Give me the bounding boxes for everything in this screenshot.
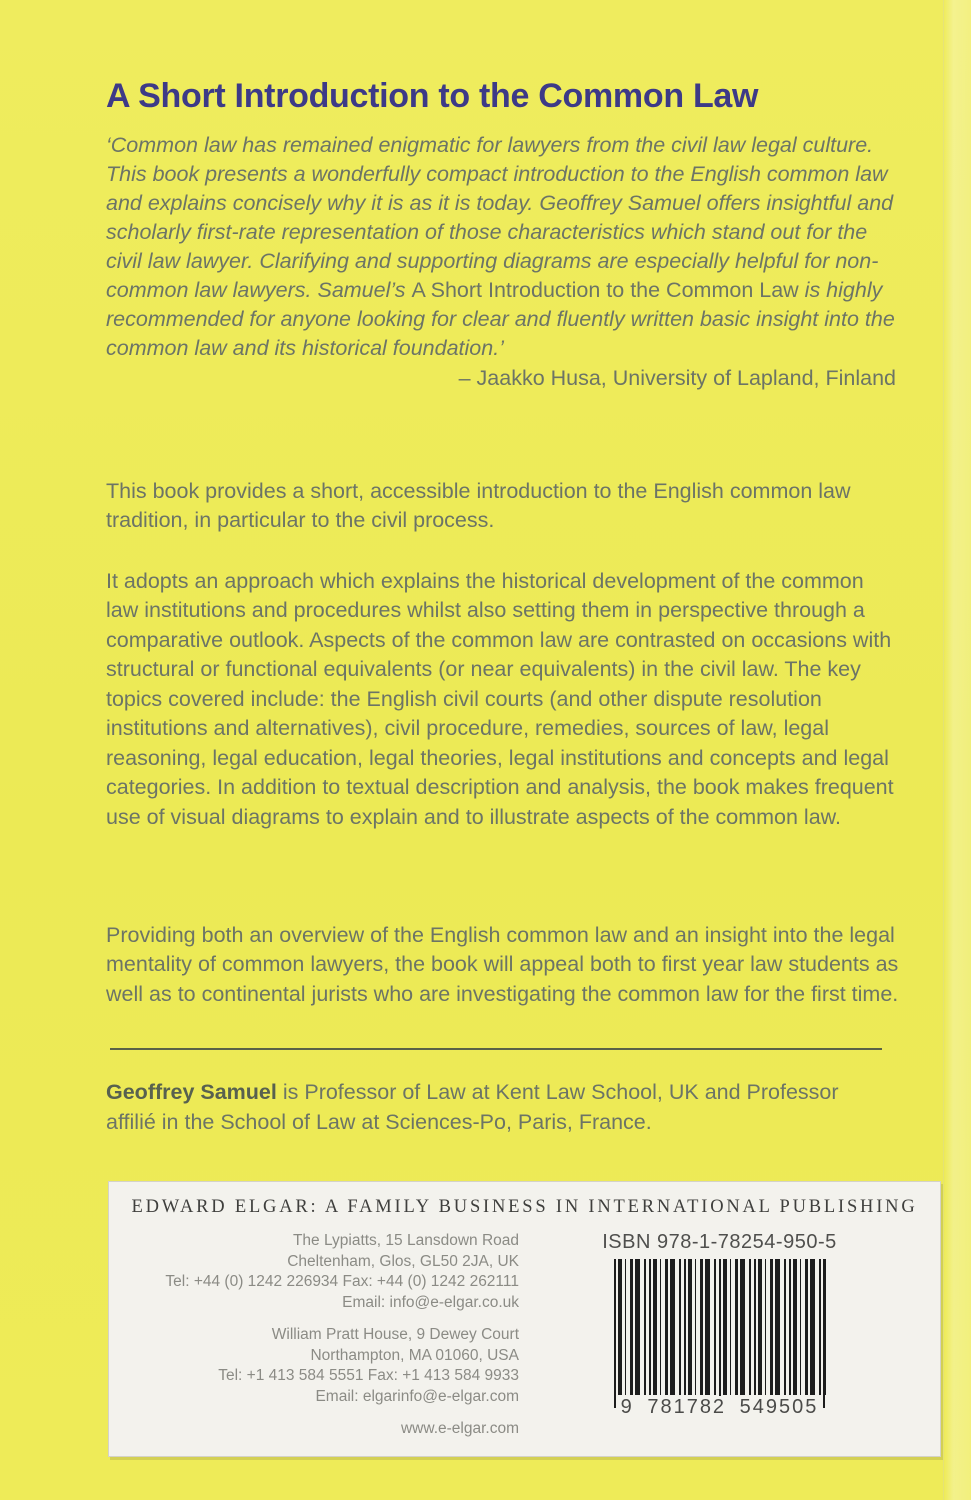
author-bio-text: is Professor of Law at Kent Law School, UK and Professor affilié in the School of Law at Sciences-Po, Paris, France. [106, 1080, 839, 1134]
description-paragraph-1: This book provides a short, accessible introduction to the English common law tradition, in particular to the civil process. [106, 478, 851, 532]
isbn-label: ISBN 978-1-78254-950-5 [602, 1231, 837, 1253]
address-line: William Pratt House, 9 Dewey Court [271, 1326, 519, 1343]
review-quote-block [106, 131, 896, 393]
barcode-guard-bar [719, 1259, 721, 1408]
publisher-info-box [108, 1181, 941, 1457]
publisher-content [109, 1231, 940, 1440]
review-quote [106, 131, 896, 363]
publisher-addresses [117, 1231, 519, 1440]
review-quote-post: is highly recommended for anyone looking for clear and fluently written basic insight into the common law and its historical foundation.’ [106, 278, 895, 360]
author-bio [106, 1077, 866, 1137]
address-line: Northampton, MA 01060, USA [310, 1346, 519, 1364]
review-attribution: – Jaakko Husa, University of Lapland, Finland [458, 366, 896, 390]
barcode-image [614, 1259, 826, 1395]
us-office-address [117, 1325, 519, 1407]
barcode-number: 9 781782 549505 [620, 1396, 819, 1418]
book-title: A Short Introduction to the Common Law [106, 76, 759, 115]
review-quote-book-title: A Short Introduction to the Common Law [411, 278, 799, 302]
address-line: Tel: +44 (0) 1242 226934 Fax: +44 (0) 1242 262111 [165, 1273, 519, 1290]
description-paragraph-3: Providing both an overview of the English common law and an insight into the legal mentality of common lawyers, the book will appeal both to first year law students as well as to continental jurists who are investigating the common law for the first time. [106, 922, 899, 1006]
address-line: The Lypiatts, 15 Lansdown Road [292, 1232, 519, 1249]
address-line: Cheltenham, Glos, GL50 2JA, UK [287, 1252, 519, 1270]
book-page-edge [943, 0, 971, 1500]
publisher-banner: EDWARD ELGAR: A FAMILY BUSINESS IN INTERNATIONAL PUBLISHING [131, 1197, 918, 1217]
author-name: Geoffrey Samuel [106, 1080, 277, 1104]
publisher-website: www.e-elgar.com [400, 1420, 519, 1437]
isbn-barcode-area [519, 1231, 920, 1440]
description-paragraph-2: It adopts an approach which explains the historical development of the common law institutions and procedures whilst also setting them in perspective through a comparative outlook. Aspects of the common law are contrasted on occasions with structural or functional equivalents (or near equivalents) in the civil law. The key topics covered include: the English civil courts (and other dispute resolution institutions and alternatives), civil procedure, remedies, sources of law, legal reasoning, legal education, legal theories, legal institutions and concepts and legal categories. In addition to textual description and analysis, the book makes frequent use of visual diagrams to explain and to illustrate aspects of the common law. [106, 568, 894, 829]
divider-rule [110, 1048, 882, 1050]
address-line: Email: info@e-elgar.co.uk [342, 1293, 519, 1311]
review-quote-pre: ‘Common law has remained enigmatic for lawyers from the civil law legal culture. This book presents a wonderfully compact introduction to the English common law and explains concisely why it is as it is today. Geoffrey Samuel offers insightful and scholarly first-rate representation of those characteristics which stand out for the civil law lawyer. Clarifying and supporting diagrams are especially helpful for non-common law lawyers. Samuel’s [106, 133, 894, 302]
address-line: Email: elgarinfo@e-elgar.com [315, 1387, 519, 1405]
uk-office-address [117, 1231, 519, 1313]
address-line: Tel: +1 413 584 5551 Fax: +1 413 584 9933 [218, 1367, 519, 1384]
